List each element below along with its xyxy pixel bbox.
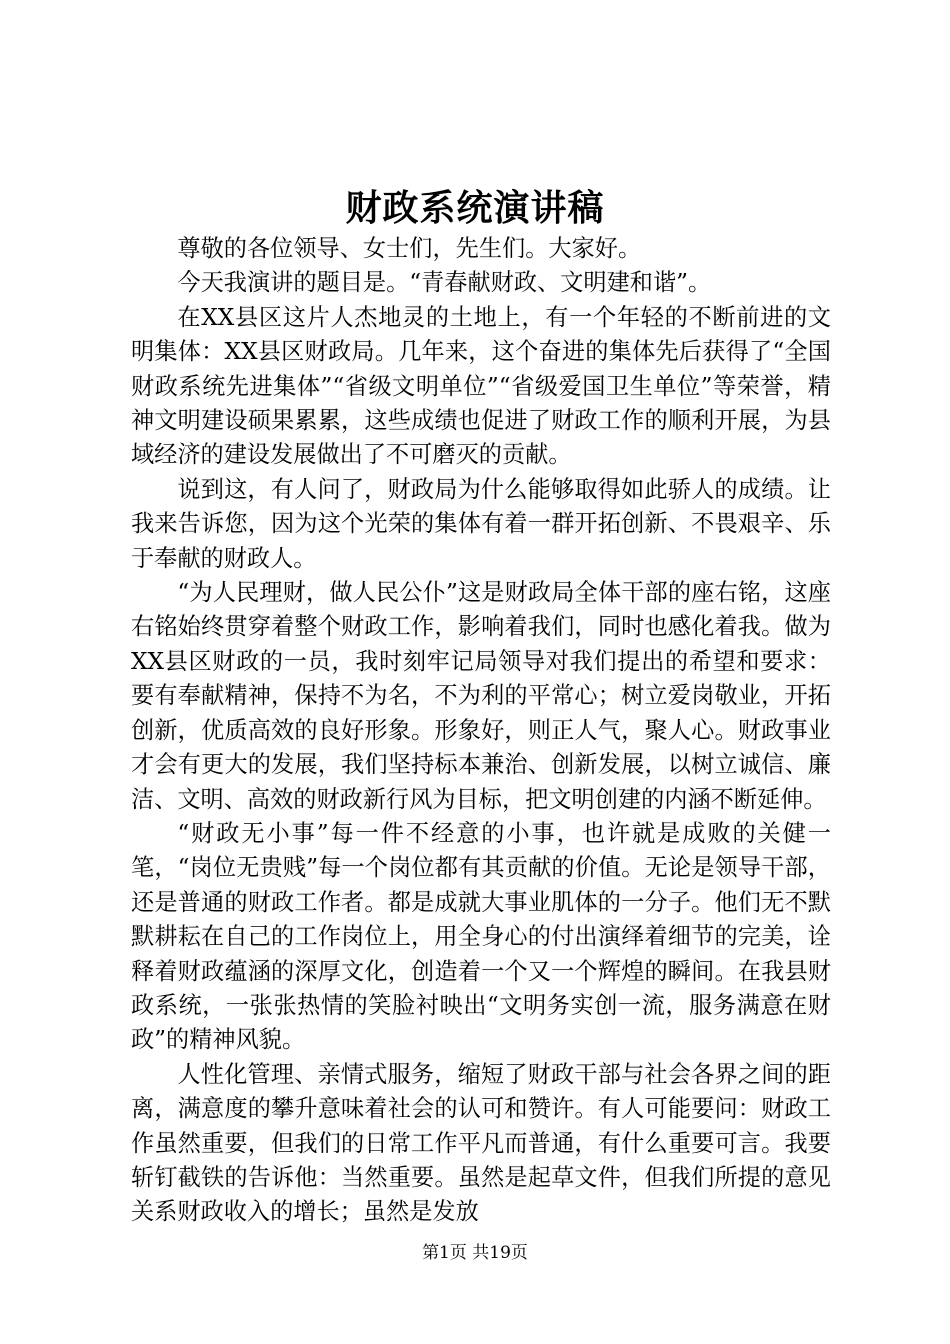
paragraph-greeting: 尊敬的各位领导、女士们，先生们。大家好。 [177, 235, 642, 262]
document-body [131, 232, 831, 1230]
page-footer: 第1页 共19页 [422, 1243, 528, 1263]
paragraph-achievements: 说到这，有人问了，财政局为什么能够取得如此骄人的成绩。让我来告诉您，因为这个光荣的集体有着一群开拓创新、不畏艰辛、乐于奉献的财政人。 [131, 475, 831, 572]
paragraph-humanized-management: 人性化管理、亲情式服务，缩短了财政干部与社会各界之间的距离，满意度的攀升意味着社会的认可和赞许。有人可能要问：财政工作虽然重要，但我们的日常工作平凡而普通，有什么重要可言。我要斩钉截铁的告诉他：当然重要。虽然是起草文件，但我们所提的意见关系财政收入的增长；虽然是发放 [131, 1060, 831, 1226]
paragraph-collective: 在XX县区这片人杰地灵的土地上，有一个年轻的不断前进的文明集体：XX县区财政局。几年来，这个奋进的集体先后获得了“全国财政系统先进集体”“省级文明单位”“省级爱国卫生单位”等荣誉，精神文明建设硕果累累，这些成绩也促进了财政工作的顺利开展，为县域经济的建设发展做出了不可磨灭的贡献。 [131, 303, 831, 469]
paragraph-motto: “为人民理财，做人民公仆”这是财政局全体干部的座右铭，这座右铭始终贯穿着整个财政工作，影响着我们，同时也感化着我。做为XX县区财政的一员，我时刻牢记局领导对我们提出的希望和要求：要有奉献精神，保持不为名，不为利的平常心；树立爱岗敬业，开拓创新，优质高效的良好形象。形象好，则正人气，聚人心。财政事业才会有更大的发展，我们坚持标本兼治、创新发展，以树立诚信、廉洁、文明、高效的财政新行风为目标，把文明创建的内涵不断延伸。 [131, 579, 831, 813]
paragraph-topic: 今天我演讲的题目是。“青春献财政、文明建和谐”。 [177, 269, 712, 297]
document-title: 财政系统演讲稿 [345, 187, 605, 229]
paragraph-no-small-matters: “财政无小事”每一件不经意的小事，也许就是成败的关健一笔，“岗位无贵贱”每一个岗位都有其贡献的价值。无论是领导干部，还是普通的财政工作者。都是成就大事业肌体的一分子。他们无不默默耕耘在自己的工作岗位上，用全身心的付出演绎着细节的完美，诠释着财政蕴涵的深厚文化，创造着一个又一个辉煌的瞬间。在我县财政系统，一张张热情的笑脸衬映出“文明务实创一流，服务满意在财政”的精神风貌。 [131, 819, 831, 1054]
